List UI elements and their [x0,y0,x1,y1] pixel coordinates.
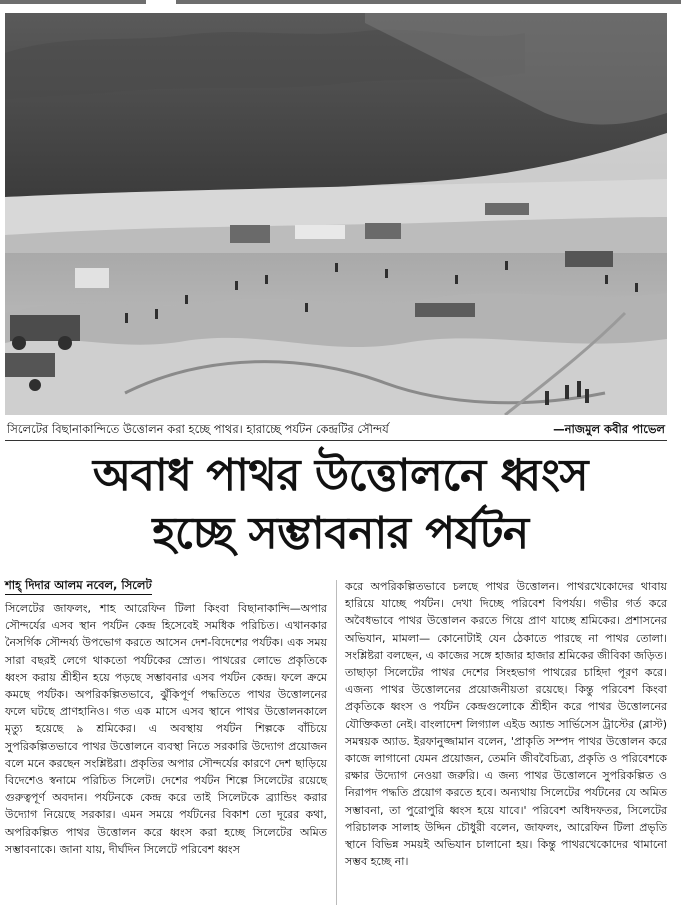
body-text-right: করে অপরিকল্পিতভাবে চলছে পাথর উত্তোলন। পাথরখেকোদের থাবায় হারিয়ে যাচ্ছে পর্যটন। দেখা দিচ্ছে পরিবেশ বিপর্যয়। গভীর গর্ত করে অবৈধভাবে পাথর উত্তোলন করতে গিয়ে প্রাণ যাচ্ছে শ্রমিকের। প্রশাসনের অভিযান, মামলা— কোনোটাই যেন ঠেকাতে পারছে না পাথর তোলা। সংশ্লিষ্টরা বলছেন, এ কাজের সঙ্গে হাজার হাজার শ্রমিকের জীবিকা জড়িত। তাছাড়া সিলেটের পাথর দেশের সিংহভাগ পাথরের চাহিদা পূরণ করে। এজন্য পাথর উত্তোলনের প্রয়োজনীয়তা রয়েছে। কিন্তু পরিবেশ কিংবা প্রকৃতিকে ধ্বংস ও পর্যটন কেন্দ্রগুলোকে শ্রীহীন করে পাথর উত্তোলনের যৌক্তিকতা নেই। বাংলাদেশ লিগ্যাল এইড অ্যান্ড সার্ভিসেস ট্রাস্টের (ব্লাস্ট) সমন্বয়ক অ্যাড. ইরফানুজ্জামান বলেন, 'প্রাকৃতি সম্পদ পাথর উত্তোলন করে কাজে লাগানো যেমন প্রয়োজন, তেমনি জীববৈচিত্র্য, প্রকৃতি ও পরিবেশকে রক্ষার উদ্যোগ নেওয়া জরুরি। এ জন্য পাথর উত্তোলনে সুপরিকল্পিত ও নিরাপদ পদ্ধতি প্রয়োগ করতে হবে। অন্যথায় সিলেটের পর্যটনের যে অমিত সম্ভাবনা, তা পুরোপুরি ধ্বংস হয়ে যাবে।' পরিবেশ অধিদফতর, সিলেটের পরিচালক সালাহ উদ্দিন চৌধুরী বলেন, জাফলং, আরেফিন টিলা প্রভৃতি স্থানে বিভিন্ন সময়ই অভিযান চালানো হয়। কিন্তু পাথরখেকোদের থামানো সম্ভব হচ্ছে না। [345,580,667,869]
photo-caption-row [5,420,667,441]
column-divider [336,580,337,905]
top-rule-left [0,0,146,4]
photo-caption: সিলেটের বিছানাকান্দিতে উত্তোলন করা হচ্ছে পাথর। হারাচ্ছে পর্যটন কেন্দ্রটির সৌন্দর্য [7,422,389,436]
top-rule [0,0,681,5]
body-column-right [345,578,667,910]
headline-line-1: অবাধ পাথর উত্তোলনে ধ্বংস [92,450,589,501]
headline [0,447,681,563]
top-rule-right [176,0,681,4]
quarry-photo-illustration [5,13,667,415]
body-column-left [5,600,327,910]
byline: শাহ্ দিদার আলম নবেল, সিলেট [5,577,152,595]
headline-line-2: হচ্ছে সম্ভাবনার পর্যটন [152,508,529,559]
photo-credit: —নাজমুল কবীর পাভেল [553,422,665,436]
body-text-left: সিলেটের জাফলং, শাহ আরেফিন টিলা কিংবা বিছানাকান্দি—অপার সৌন্দর্যের এসব স্থান পর্যটন কেন্দ্র হিসেবেই সমধিক পরিচিত। এখানকার নৈসর্গিক সৌন্দর্য্য উপভোগ করতে আসেন দেশ-বিদেশের পর্যটক। এক সময় সারা বছরই লেগে থাকতো পর্যটকের স্রোত। পাথরের লোভে প্রকৃতিকে ধ্বংস করায় শ্রীহীন হয়ে পড়ছে সম্ভাবনার এসব পর্যটন কেন্দ্র। ফলে ক্রমে কমছে পর্যটক। অপরিকল্পিতভাবে, ঝুঁকিপূর্ণ পদ্ধতিতে পাথর উত্তোলনের ফলে ঘটছে প্রাণহানিও। গত এক মাসে এসব স্থানে পাথর উত্তোলনকালে মৃত্যু হয়েছে ৯ শ্রমিকের। এ অবস্থায় পর্যটন শিল্পকে বাঁচিয়ে সুপরিকল্পিতভাবে পাথর উত্তোলনে ব্যবস্থা নিতে সরকারি উদ্যোগ প্রয়োজন বলে মনে করছেন সংশ্লিষ্টরা। প্রকৃতির অপার সৌন্দর্যের কারণে দেশ ছাড়িয়ে বিদেশেও স্বনামে পরিচিত সিলেট। দেশের পর্যটন শিল্পে সিলেটের রয়েছে গুরুত্বপূর্ণ অবদান। পর্যটনকে কেন্দ্র করে তাই সিলেটকে ব্র্যান্ডিং করার উদ্যোগ নিয়েছে সরকার। এমন সময়ে পর্যটনের বিকাশ তো দূরের কথা, অপরিকল্পিত পাথর উত্তোলন করে ধ্বংস করা হচ্ছে সিলেটের অমিত সম্ভাবনাকে। জানা যায়, দীর্ঘদিন সিলেটে পরিবেশ ধ্বংস [5,602,327,856]
quarry-photo [5,13,667,415]
